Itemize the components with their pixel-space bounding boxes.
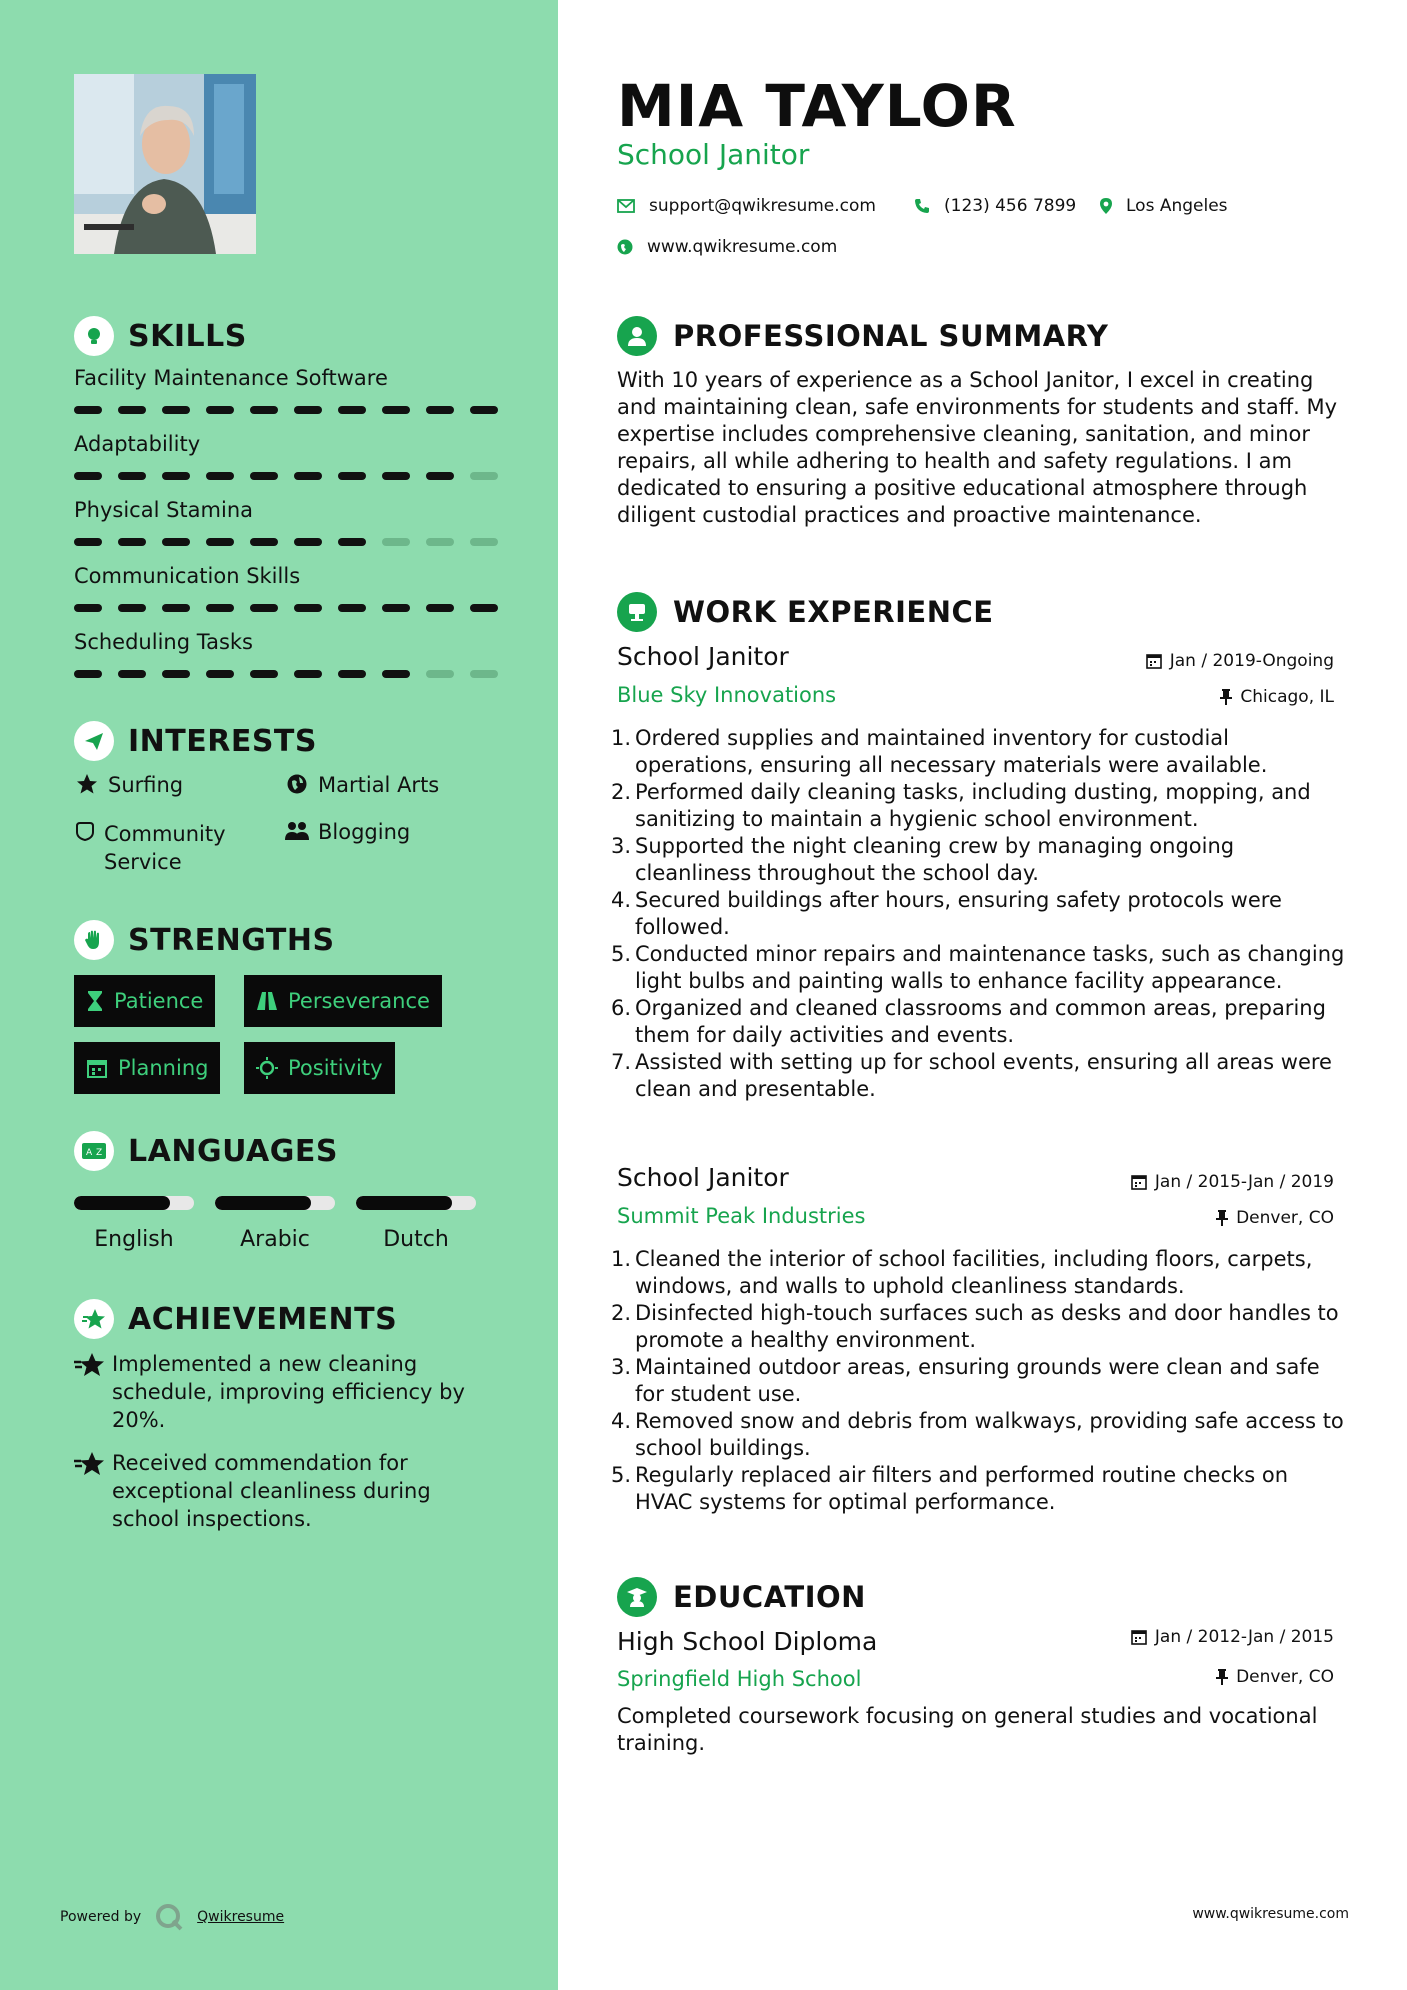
language-label: Arabic xyxy=(240,1227,310,1252)
duty-item xyxy=(611,1300,1351,1354)
star-badge-icon xyxy=(74,1299,114,1339)
sidebar xyxy=(0,0,558,1990)
translate-icon xyxy=(74,1131,114,1171)
language-level-fill xyxy=(215,1196,311,1210)
location-text: Los Angeles xyxy=(1126,196,1228,216)
strengths-heading xyxy=(74,920,335,960)
skill-item xyxy=(74,432,504,456)
skill-label: Communication Skills xyxy=(74,564,301,588)
skill-level-dash xyxy=(294,604,322,612)
achievement-item xyxy=(74,1449,504,1533)
phone-text: (123) 456 7899 xyxy=(944,196,1077,216)
duty-number: 1. xyxy=(611,1247,632,1271)
pushpin-icon xyxy=(1216,1669,1228,1685)
skill-level-dash xyxy=(74,604,102,612)
calendar-icon xyxy=(86,1057,108,1079)
star-icon xyxy=(74,1350,112,1434)
skill-level-dash xyxy=(162,472,190,480)
person-photo-icon xyxy=(74,74,256,254)
education-dates-text: Jan / 2012-Jan / 2015 xyxy=(1154,1627,1334,1647)
skill-level-meter xyxy=(74,670,514,678)
skill-level-dash xyxy=(470,472,498,480)
skill-level-dash xyxy=(470,670,498,678)
skill-level-dash xyxy=(74,472,102,480)
duty-text: Organized and cleaned classrooms and common areas, preparing them for daily activities and events. xyxy=(635,996,1326,1047)
duty-item xyxy=(611,995,1351,1049)
skill-level-dash xyxy=(250,538,278,546)
duty-number: 6. xyxy=(611,996,632,1020)
interests-heading xyxy=(74,721,317,761)
skill-level-dash xyxy=(206,538,234,546)
duty-text: Ordered supplies and maintained inventory for custodial operations, ensuring all necessary materials were available. xyxy=(635,726,1268,777)
skill-level-meter xyxy=(74,406,514,414)
duty-item xyxy=(611,725,1351,779)
hourglass-icon xyxy=(86,990,104,1012)
duty-text: Maintained outdoor areas, ensuring grounds were clean and safe for student use. xyxy=(635,1355,1320,1406)
skill-level-dash xyxy=(382,406,410,414)
email-text: support@qwikresume.com xyxy=(649,196,876,216)
skill-level-dash xyxy=(118,538,146,546)
duty-number: 5. xyxy=(611,942,632,966)
skill-label: Adaptability xyxy=(74,432,201,456)
strength-label: Positivity xyxy=(288,1056,383,1080)
summary-text: With 10 years of experience as a School Janitor, I excel in creating and maintaining clean, safe environments for students and staff. My expertise includes comprehensive cleaning, sanitation, and minor repairs, all while adhering to health and safety regulations. I am dedicated to ensuring a positive educational atmosphere through diligent custodial practices and proactive maintenance. xyxy=(617,368,1338,527)
skill-level-dash xyxy=(250,406,278,414)
interest-label: Surfing xyxy=(108,773,184,797)
languages-title: LANGUAGES xyxy=(128,1133,338,1169)
star-icon xyxy=(74,1449,112,1533)
contact-location xyxy=(1100,196,1228,216)
duty-number: 1. xyxy=(611,726,632,750)
education-text: Completed coursework focusing on general studies and vocational training. xyxy=(617,1704,1318,1755)
achievements-title: ACHIEVEMENTS xyxy=(128,1301,398,1337)
job-location-text: Denver, CO xyxy=(1236,1208,1334,1228)
duty-number: 4. xyxy=(611,1409,632,1433)
achievements-heading xyxy=(74,1299,397,1339)
calendar-icon xyxy=(1131,1174,1147,1190)
candidate-name: MIA TAYLOR xyxy=(617,72,1017,140)
skills-title: SKILLS xyxy=(128,318,247,354)
job-dates-text: Jan / 2015-Jan / 2019 xyxy=(1154,1172,1334,1192)
job-duties xyxy=(611,1246,1351,1516)
language-level-bar xyxy=(74,1196,194,1210)
summary-title: PROFESSIONAL SUMMARY xyxy=(673,319,1109,353)
skill-level-dash xyxy=(162,406,190,414)
language-level-bar xyxy=(356,1196,476,1210)
skill-level-dash xyxy=(206,670,234,678)
skill-level-dash xyxy=(382,670,410,678)
education-school: Springfield High School xyxy=(617,1667,862,1691)
website-text: www.qwikresume.com xyxy=(647,237,838,257)
skill-level-dash xyxy=(426,670,454,678)
duty-item xyxy=(611,1408,1351,1462)
strength-label: Planning xyxy=(118,1056,209,1080)
duty-item xyxy=(611,779,1351,833)
skill-item xyxy=(74,366,504,390)
calendar-icon xyxy=(1131,1629,1147,1645)
hand-icon xyxy=(74,920,114,960)
duty-text: Disinfected high-touch surfaces such as desks and door handles to promote a healthy environment. xyxy=(635,1301,1339,1352)
qwikresume-logo-icon xyxy=(155,1903,183,1931)
experience-heading xyxy=(617,592,994,632)
skill-level-dash xyxy=(206,604,234,612)
briefcase-icon xyxy=(617,592,657,632)
skill-label: Scheduling Tasks xyxy=(74,630,253,654)
languages-heading xyxy=(74,1131,338,1171)
skill-level-dash xyxy=(162,670,190,678)
road-icon xyxy=(256,991,278,1011)
skill-level-dash xyxy=(382,472,410,480)
duty-number: 4. xyxy=(611,888,632,912)
skill-level-dash xyxy=(426,604,454,612)
education-dates xyxy=(1131,1627,1334,1647)
summary-heading xyxy=(617,316,1108,356)
duty-text: Removed snow and debris from walkways, providing safe access to school buildings. xyxy=(635,1409,1344,1460)
job-location xyxy=(1216,1208,1334,1228)
duty-number: 3. xyxy=(611,1355,632,1379)
skill-level-dash xyxy=(74,670,102,678)
duty-number: 5. xyxy=(611,1463,632,1487)
skill-level-dash xyxy=(118,670,146,678)
skill-level-dash xyxy=(338,604,366,612)
skill-level-dash xyxy=(162,604,190,612)
skill-level-dash xyxy=(338,472,366,480)
education-title: EDUCATION xyxy=(673,1580,866,1614)
interest-item xyxy=(74,773,183,797)
sun-icon xyxy=(256,1057,278,1079)
duty-text: Performed daily cleaning tasks, including dusting, mopping, and sanitizing to maintain a hygienic school environment. xyxy=(635,780,1311,831)
lightbulb-icon xyxy=(74,316,114,356)
duty-text: Supported the night cleaning crew by managing ongoing cleanliness throughout the school day. xyxy=(635,834,1235,885)
skill-level-dash xyxy=(250,472,278,480)
skill-level-dash xyxy=(382,604,410,612)
skill-level-dash xyxy=(382,538,410,546)
contact-website[interactable] xyxy=(617,237,837,257)
skill-item xyxy=(74,498,504,522)
contact-email[interactable] xyxy=(617,196,876,216)
duty-item xyxy=(611,1354,1351,1408)
paper-plane-icon xyxy=(74,721,114,761)
duty-number: 2. xyxy=(611,1301,632,1325)
skill-item xyxy=(74,564,504,588)
powered-by xyxy=(60,1903,284,1931)
skill-item xyxy=(74,630,504,654)
duty-text: Secured buildings after hours, ensuring safety protocols were followed. xyxy=(635,888,1282,939)
graduate-icon xyxy=(617,1577,657,1617)
powered-label: Powered by xyxy=(60,1909,142,1925)
skill-level-dash xyxy=(426,538,454,546)
calendar-icon xyxy=(1146,653,1162,669)
job-duties xyxy=(611,725,1351,1103)
job-company: Blue Sky Innovations xyxy=(617,683,837,707)
skill-level-dash xyxy=(118,406,146,414)
skill-level-dash xyxy=(74,406,102,414)
skill-label: Physical Stamina xyxy=(74,498,254,522)
duty-item xyxy=(611,833,1351,887)
interest-item xyxy=(284,820,410,844)
achievement-text: Received commendation for exceptional cleanliness during school inspections. xyxy=(112,1451,431,1531)
skill-level-dash xyxy=(470,406,498,414)
interest-label: Martial Arts xyxy=(318,773,440,797)
svg-text:A: A xyxy=(86,1148,93,1158)
skill-level-meter xyxy=(74,538,514,546)
strength-tag xyxy=(244,975,442,1027)
language-label: Dutch xyxy=(383,1227,449,1252)
duty-text: Assisted with setting up for school events, ensuring all areas were clean and presentable. xyxy=(635,1050,1332,1101)
envelope-icon xyxy=(617,199,635,213)
skill-level-meter xyxy=(74,604,514,612)
skill-level-dash xyxy=(250,670,278,678)
job-location-text: Chicago, IL xyxy=(1240,687,1334,707)
job-dates-text: Jan / 2019-Ongoing xyxy=(1169,651,1334,671)
education-location-text: Denver, CO xyxy=(1236,1667,1334,1687)
education-location xyxy=(1216,1667,1334,1687)
achievement-text: Implemented a new cleaning schedule, improving efficiency by 20%. xyxy=(112,1352,465,1432)
job-company: Summit Peak Industries xyxy=(617,1204,866,1228)
badge-icon xyxy=(74,820,96,842)
duty-text: Regularly replaced air filters and performed routine checks on HVAC systems for optimal performance. xyxy=(635,1463,1289,1514)
duty-text: Conducted minor repairs and maintenance tasks, such as changing light bulbs and painting walls to enhance facility appearance. xyxy=(635,942,1345,993)
star-icon xyxy=(74,773,100,795)
globe-icon xyxy=(617,239,633,255)
skill-level-dash xyxy=(294,538,322,546)
skill-label: Facility Maintenance Software xyxy=(74,366,388,390)
education-heading xyxy=(617,1577,866,1617)
skills-heading xyxy=(74,316,247,356)
strengths-title: STRENGTHS xyxy=(128,922,335,958)
education-degree: High School Diploma xyxy=(617,1627,878,1656)
duty-item xyxy=(611,1049,1351,1103)
interest-label: Blogging xyxy=(318,820,411,844)
skill-level-dash xyxy=(294,472,322,480)
interest-label: Community Service xyxy=(104,822,226,874)
duty-item xyxy=(611,887,1351,941)
job-location xyxy=(1220,687,1334,707)
strength-label: Patience xyxy=(114,989,204,1013)
skill-level-dash xyxy=(206,406,234,414)
duty-item xyxy=(611,941,1351,995)
skill-level-dash xyxy=(338,406,366,414)
pushpin-icon xyxy=(1220,689,1232,705)
skill-level-dash xyxy=(162,538,190,546)
duty-number: 2. xyxy=(611,780,632,804)
qwikresume-link[interactable]: Qwikresume xyxy=(197,1909,285,1925)
skill-level-dash xyxy=(118,472,146,480)
pushpin-icon xyxy=(1216,1210,1228,1226)
map-pin-icon xyxy=(1100,198,1112,214)
duty-item xyxy=(611,1246,1351,1300)
svg-text:Z: Z xyxy=(96,1148,103,1158)
skill-level-dash xyxy=(338,538,366,546)
language-level-fill xyxy=(356,1196,452,1210)
job-title: School Janitor xyxy=(617,1163,789,1192)
skill-level-dash xyxy=(294,406,322,414)
skill-level-meter xyxy=(74,472,514,480)
job-title: School Janitor xyxy=(617,642,789,671)
skill-level-dash xyxy=(118,604,146,612)
job-dates xyxy=(1146,651,1334,671)
skill-level-dash xyxy=(470,604,498,612)
duty-text: Cleaned the interior of school facilities, including floors, carpets, windows, and walls to uphold cleanliness standards. xyxy=(635,1247,1313,1298)
job-dates xyxy=(1131,1172,1334,1192)
skill-level-dash xyxy=(294,670,322,678)
interests-title: INTERESTS xyxy=(128,723,317,759)
strength-tag xyxy=(74,975,215,1027)
user-icon xyxy=(617,316,657,356)
language-level-fill xyxy=(74,1196,170,1210)
contact-phone[interactable] xyxy=(914,196,1076,216)
strength-tag xyxy=(244,1042,395,1094)
strength-tag xyxy=(74,1042,220,1094)
skill-level-dash xyxy=(74,538,102,546)
strength-label: Perseverance xyxy=(288,989,430,1013)
footer-website[interactable]: www.qwikresume.com xyxy=(1192,1906,1349,1922)
users-icon xyxy=(284,820,310,842)
achievement-item xyxy=(74,1350,504,1434)
phone-icon xyxy=(914,198,930,214)
skill-level-dash xyxy=(426,406,454,414)
profile-photo xyxy=(74,74,256,254)
duty-item xyxy=(611,1462,1351,1516)
duty-number: 7. xyxy=(611,1050,632,1074)
interest-item xyxy=(74,820,274,876)
experience-title: WORK EXPERIENCE xyxy=(673,595,994,629)
candidate-role: School Janitor xyxy=(617,138,810,171)
interest-item xyxy=(284,773,439,797)
language-label: English xyxy=(94,1227,174,1252)
skill-level-dash xyxy=(470,538,498,546)
globe-icon xyxy=(284,773,310,795)
duty-number: 3. xyxy=(611,834,632,858)
language-level-bar xyxy=(215,1196,335,1210)
skill-level-dash xyxy=(206,472,234,480)
skill-level-dash xyxy=(250,604,278,612)
skill-level-dash xyxy=(426,472,454,480)
skill-level-dash xyxy=(338,670,366,678)
